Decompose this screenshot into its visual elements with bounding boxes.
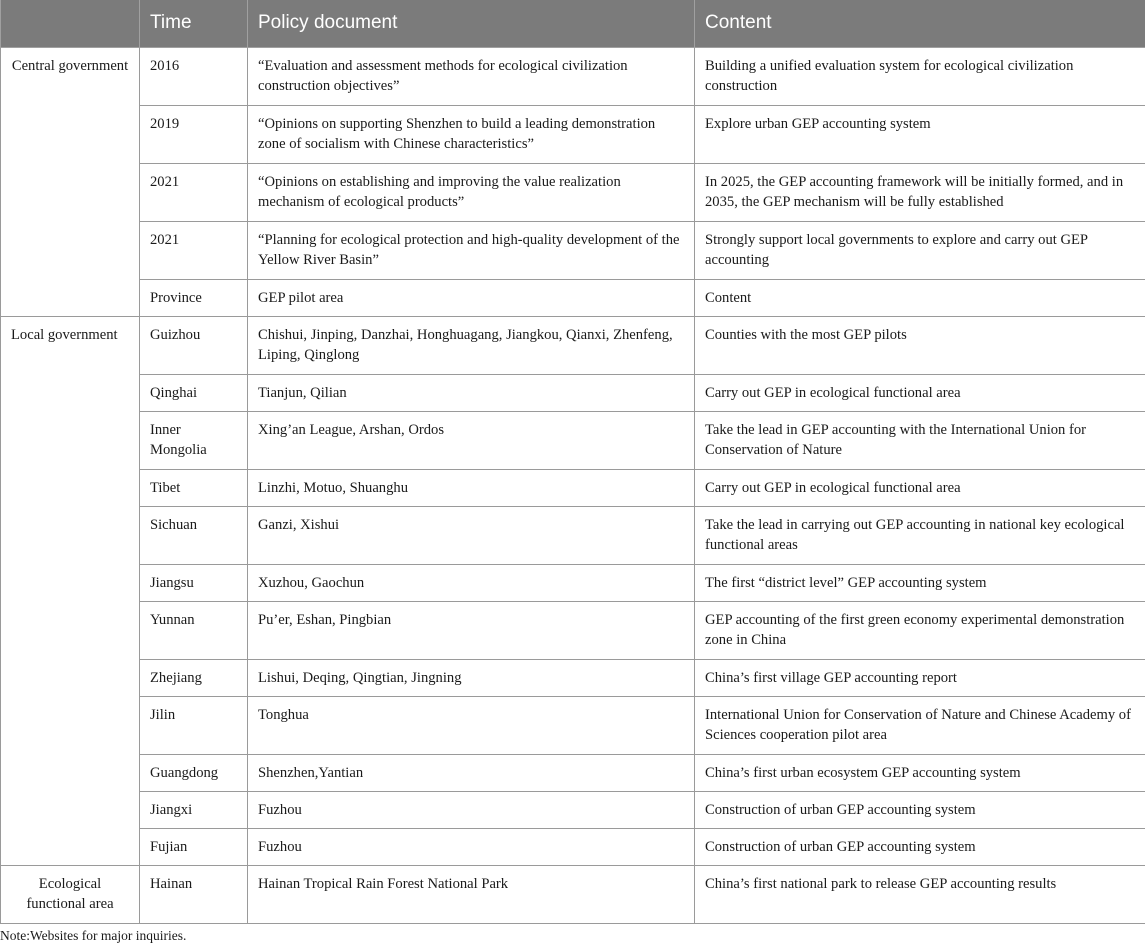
table-row [1, 374, 1145, 411]
table-note: Note:Websites for major inquiries. [0, 928, 187, 943]
cell-time: Jilin [140, 696, 248, 754]
cell-policy-document: “Planning for ecological protection and high-quality development of the Yellow River Basin” [248, 221, 695, 279]
header-content: Content [695, 0, 1145, 47]
header-policy-document: Policy document [248, 0, 695, 47]
table-row [1, 221, 1145, 279]
table-row [1, 601, 1145, 659]
cell-time: Tibet [140, 469, 248, 506]
table-row [1, 411, 1145, 469]
cell-time: Yunnan [140, 601, 248, 659]
cell-policy-document: Linzhi, Motuo, Shuanghu [248, 469, 695, 506]
cell-policy-document: Chishui, Jinping, Danzhai, Honghuagang, Jiangkou, Qianxi, Zhenfeng, Liping, Qinglong [248, 316, 695, 374]
cell-content: In 2025, the GEP accounting framework will be initially formed, and in 2035, the GEP mechanism will be fully established [695, 163, 1145, 221]
cell-time: Zhejiang [140, 659, 248, 696]
header-group-cell [1, 0, 140, 47]
cell-time: Jiangsu [140, 564, 248, 601]
cell-time: 2021 [140, 221, 248, 279]
cell-content: The first “district level” GEP accounting system [695, 564, 1145, 601]
cell-content: Take the lead in GEP accounting with the International Union for Conservation of Nature [695, 411, 1145, 469]
table-row [1, 316, 1145, 374]
table-row [1, 469, 1145, 506]
cell-policy-document: Xing’an League, Arshan, Ordos [248, 411, 695, 469]
cell-content: Content [695, 279, 1145, 316]
cell-policy-document: Pu’er, Eshan, Pingbian [248, 601, 695, 659]
cell-time: 2019 [140, 105, 248, 163]
cell-content: Construction of urban GEP accounting system [695, 791, 1145, 828]
table-row [1, 47, 1145, 105]
cell-policy-document: “Opinions on establishing and improving the value realization mechanism of ecological products” [248, 163, 695, 221]
table-row [1, 279, 1145, 316]
cell-time: 2021 [140, 163, 248, 221]
cell-time: Province [140, 279, 248, 316]
cell-policy-document: Hainan Tropical Rain Forest National Park [248, 865, 695, 923]
cell-content: GEP accounting of the first green economy experimental demonstration zone in China [695, 601, 1145, 659]
table-row [1, 564, 1145, 601]
header-time: Time [140, 0, 248, 47]
cell-policy-document: Fuzhou [248, 828, 695, 865]
cell-content: China’s first national park to release GEP accounting results [695, 865, 1145, 923]
cell-time: Guizhou [140, 316, 248, 374]
cell-content: Carry out GEP in ecological functional area [695, 469, 1145, 506]
table-row [1, 163, 1145, 221]
table-row [1, 865, 1145, 923]
cell-content: China’s first urban ecosystem GEP accounting system [695, 754, 1145, 791]
cell-content: Construction of urban GEP accounting system [695, 828, 1145, 865]
cell-policy-document: GEP pilot area [248, 279, 695, 316]
cell-policy-document: “Opinions on supporting Shenzhen to build a leading demonstration zone of socialism with Chinese characteristics” [248, 105, 695, 163]
cell-policy-document: Lishui, Deqing, Qingtian, Jingning [248, 659, 695, 696]
cell-policy-document: Tianjun, Qilian [248, 374, 695, 411]
cell-time: 2016 [140, 47, 248, 105]
cell-content: China’s first village GEP accounting report [695, 659, 1145, 696]
group-ecological-functional-area: Ecological functional area [1, 865, 140, 923]
cell-time: Guangdong [140, 754, 248, 791]
cell-content: Strongly support local governments to explore and carry out GEP accounting [695, 221, 1145, 279]
cell-content: Carry out GEP in ecological functional area [695, 374, 1145, 411]
group-local-government: Local government [1, 316, 140, 865]
table-row [1, 696, 1145, 754]
cell-content: Building a unified evaluation system for ecological civilization construction [695, 47, 1145, 105]
cell-policy-document: “Evaluation and assessment methods for ecological civilization construction objectives” [248, 47, 695, 105]
group-central-government: Central government [1, 47, 140, 316]
cell-time: Qinghai [140, 374, 248, 411]
table-row [1, 506, 1145, 564]
cell-content: Counties with the most GEP pilots [695, 316, 1145, 374]
table-row [1, 659, 1145, 696]
cell-policy-document: Tonghua [248, 696, 695, 754]
cell-policy-document: Shenzhen,Yantian [248, 754, 695, 791]
table-row [1, 828, 1145, 865]
cell-content: Explore urban GEP accounting system [695, 105, 1145, 163]
table-row [1, 754, 1145, 791]
cell-policy-document: Ganzi, Xishui [248, 506, 695, 564]
cell-time: Hainan [140, 865, 248, 923]
cell-policy-document: Fuzhou [248, 791, 695, 828]
cell-time: Fujian [140, 828, 248, 865]
table-row [1, 791, 1145, 828]
cell-policy-document: Xuzhou, Gaochun [248, 564, 695, 601]
cell-content: Take the lead in carrying out GEP accounting in national key ecological functional areas [695, 506, 1145, 564]
cell-content: International Union for Conservation of Nature and Chinese Academy of Sciences cooperation pilot area [695, 696, 1145, 754]
cell-time: Sichuan [140, 506, 248, 564]
cell-time: Jiangxi [140, 791, 248, 828]
cell-time: Inner Mongolia [140, 411, 248, 469]
table-header-row [1, 0, 1145, 47]
table-row [1, 105, 1145, 163]
